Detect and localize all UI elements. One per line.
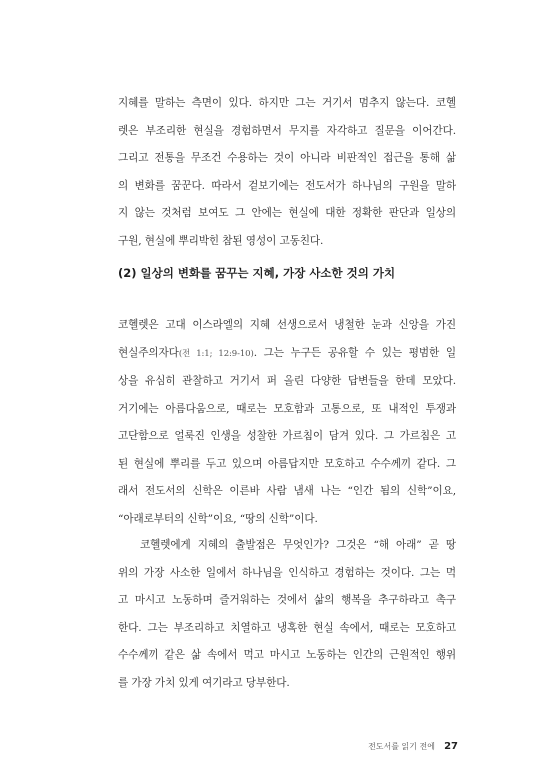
paragraph-line: 상을 유심히 관찰하고 거기서 퍼 올린 다양한 답변들을 한데 모았다. [118,375,456,387]
page-number: 27 [444,741,458,752]
line-text: 현실주의자다 [118,346,179,359]
paragraph-line: 한다. 그는 부조리하고 치열하고 냉혹한 현실 속에서, 때로는 모호하고 [118,621,456,634]
paragraph-line: 그리고 전통을 무조건 수용하는 것이 아니라 비판적인 접근을 통해 삶 [118,152,456,164]
paragraph-line [118,340,456,369]
paragraph-line: 위의 가장 사소한 일에서 하나님을 인식하고 경험하는 것이다. 그는 먹 [118,566,456,579]
paragraph-3 [118,532,456,697]
line-text: . 그는 누구든 공유할 수 있는 평범한 일 [253,346,456,359]
running-title: 전도서를 읽기 전에 [368,742,435,751]
page-footer [330,734,458,753]
paragraph-line: 코헬렛은 고대 이스라엘의 지혜 선생으로서 냉철한 눈과 신앙을 가진 [118,319,456,331]
paragraph-line: 된 현실에 뿌리를 두고 있으며 아름답지만 모호하고 수수께끼 같다. 그 [118,457,456,470]
paragraph-line: 거기에는 아름다움으로, 때로는 모호함과 고통으로, 또 내적인 투쟁과 [118,402,456,415]
section-heading: (2) 일상의 변화를 꿈꾸는 지혜, 가장 사소한 것의 가치 [118,266,396,280]
paragraph-line: 의 변화를 꿈꾼다. 따라서 겉보기에는 전도서가 하나님의 구원을 말하 [118,179,456,192]
paragraph-line: 수수께끼 같은 삶 속에서 먹고 마시고 노동하는 인간의 근원적인 행위 [118,649,456,661]
paragraph-line: 래서 전도서의 신학은 이른바 사람 냄새 나는 “인간 됨의 신학”이요, [118,485,456,497]
paragraph-2 [118,312,456,533]
paragraph-1 [118,90,456,255]
paragraph-line: 코헬렛에게 지혜의 출발점은 무엇인가? 그것은 “해 아래” 곧 땅 [140,539,456,551]
paragraph-line: 고단함으로 얼룩진 인생을 성찰한 가르침이 담겨 있다. 그 가르침은 고 [118,430,456,442]
paragraph-line: 지혜를 말하는 측면이 있다. 하지만 그는 거기서 멈추지 않는다. 코헬 [118,97,456,109]
paragraph-line: 렛은 부조리한 현실을 경험하면서 무지를 자각하고 질문을 이어간다. [118,124,456,137]
paragraph-line: “아래로부터의 신학”이요, “땅의 신학”이다. [118,512,318,525]
scripture-citation: (전 1:1; 12:9-10) [178,348,254,359]
paragraph-line: 고 마시고 노동하며 즐거워하는 것에서 삶의 행복을 추구하라고 촉구 [118,594,456,606]
paragraph-line: 를 가장 가치 있게 여기라고 당부한다. [118,676,290,689]
paragraph-line: 지 않는 것처럼 보여도 그 안에는 현실에 대한 정확한 판단과 일상의 [118,207,456,219]
paragraph-line: 구원, 현실에 뿌리박힌 참된 영성이 고동친다. [118,234,324,247]
